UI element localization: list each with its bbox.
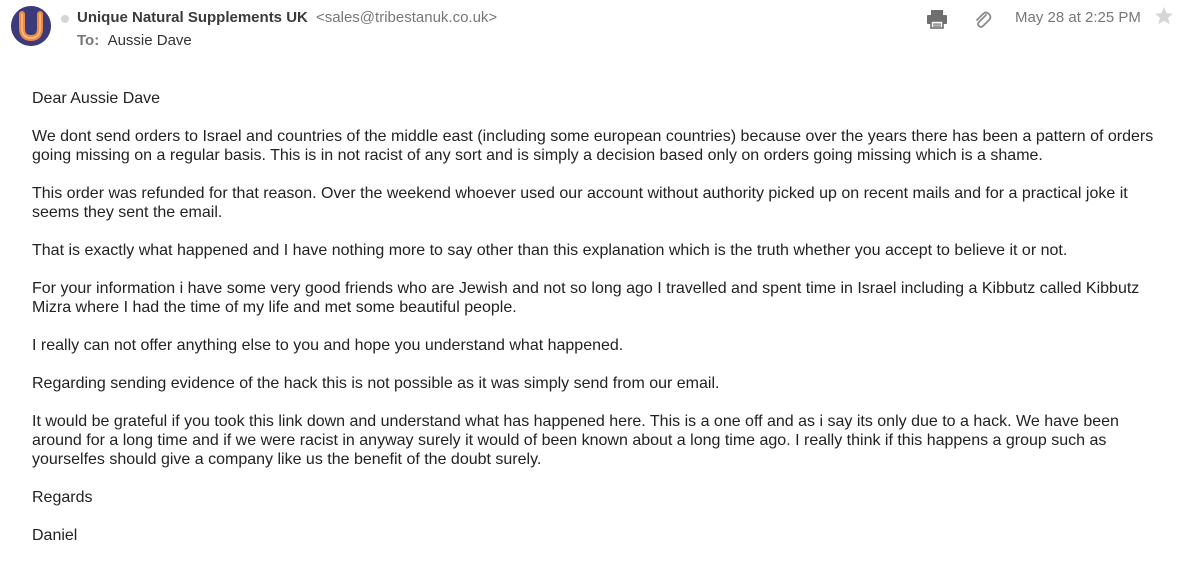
avatar-logo-icon [11, 6, 51, 46]
message-body [32, 89, 1167, 564]
message-paragraph: Regarding sending evidence of the hack this is not possible as it was simply send from our email. [32, 375, 720, 392]
message-paragraph: For your information i have some very good friends who are Jewish and not so long ago I travelled and spent time in Israel including a Kibbutz called Kibbutz Mizra where I had the time of my life and met some beautiful people. [32, 280, 1140, 316]
sender-line [77, 9, 497, 26]
message-header [0, 0, 1186, 60]
message-paragraph: Regards [32, 489, 93, 506]
sender-email[interactable]: <sales@tribestanuk.co.uk> [316, 9, 498, 26]
sender-name[interactable]: Unique Natural Supplements UK [77, 9, 308, 26]
message-paragraph: It would be grateful if you took this link down and understand what has happened here. This is a one off and as i say its only due to a hack. We have been around for a long time and if we were racist in anyway surely it would of been known about a long time ago. I really think if this happens a group such as yourselfes should give a company like us the benefit of the doubt surely. [32, 413, 1119, 468]
attachment-icon[interactable] [973, 10, 993, 30]
message-paragraph: Dear Aussie Dave [32, 90, 161, 107]
message-paragraph: That is exactly what happened and I have nothing more to say other than this explanation which is the truth whether you accept to believe it or not. [32, 242, 1068, 259]
to-label: To: [77, 32, 100, 49]
star-icon[interactable] [1154, 6, 1174, 26]
recipient-name[interactable]: Aussie Dave [107, 32, 192, 49]
message-date: May 28 at 2:25 PM [1015, 9, 1141, 26]
read-status-dot[interactable] [61, 15, 69, 23]
print-icon[interactable] [926, 9, 948, 29]
recipient-line [77, 32, 192, 49]
message-paragraph: I really can not offer anything else to you and hope you understand what happened. [32, 337, 624, 354]
message-paragraph: We dont send orders to Israel and countries of the middle east (including some european countries) because over the years there has been a pattern of orders going missing on a regular basis. This is in not racist of any sort and is simply a decision based only on orders going missing which is a shame. [32, 128, 1154, 164]
sender-avatar[interactable] [11, 6, 51, 46]
message-paragraph: Daniel [32, 527, 78, 544]
message-paragraph: This order was refunded for that reason. Over the weekend whoever used our account without authority picked up on recent mails and for a practical joke it seems they sent the email. [32, 185, 1128, 221]
